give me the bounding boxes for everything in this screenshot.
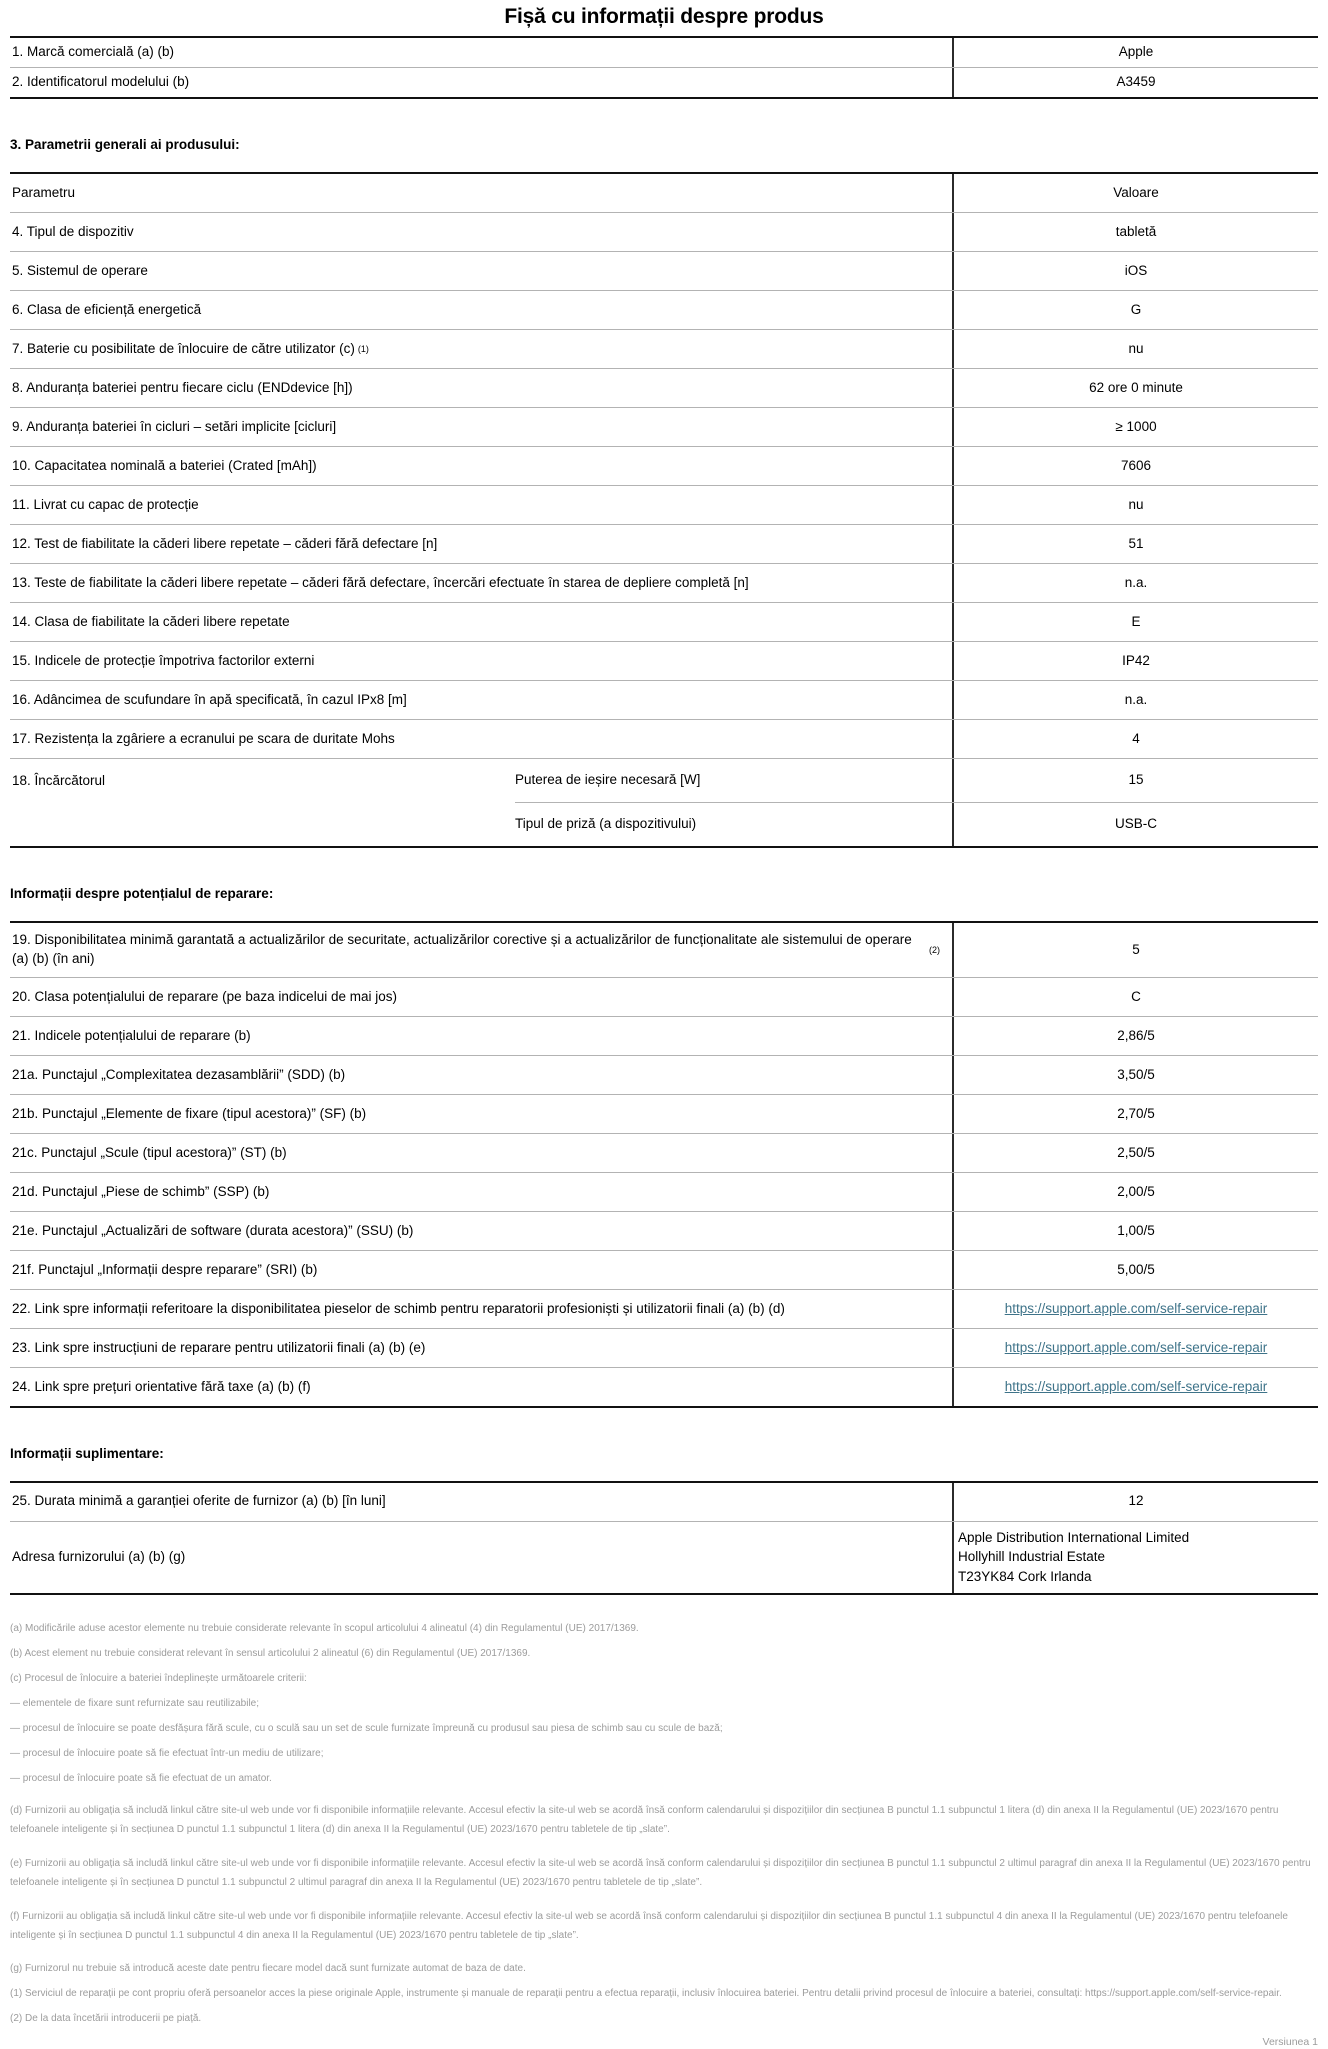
table-row-reliability-class <box>10 603 1318 642</box>
row-label: 6. Clasa de eficiență energetică <box>10 291 954 329</box>
footnote-c-item: — elementele de fixare sunt refurnizate sau reutilizabile; <box>10 1697 260 1709</box>
row-label: 10. Capacitatea nominală a bateriei (Crated [mAh]) <box>10 447 954 485</box>
row-label: 24. Link spre prețuri orientative fără taxe (a) (b) (f) <box>10 1368 954 1406</box>
table-row-score-sri <box>10 1251 1318 1290</box>
product-information-sheet <box>10 2 1318 2049</box>
row-value: C <box>1131 988 1141 1004</box>
address-line: Apple Distribution International Limited <box>958 1529 1190 1545</box>
row-label: 14. Clasa de fiabilitate la căderi libere repetate <box>10 603 954 641</box>
subrow-value: 15 <box>1128 772 1144 788</box>
row-value: 2,70/5 <box>1117 1105 1155 1121</box>
footnote-1: (1) Serviciul de reparații pe cont propriu oferă persoanelor acces la piese originale Apple, instrumente și manuale de reparații pentru a efectua reparații, inclusiv înlocuirea bateriei. Pentru detalii privind procesul de înlocuire a bateriei, consultați: https://support.apple.com/self-service-repair. <box>10 1987 1282 1999</box>
table-row-battery-cycles <box>10 408 1318 447</box>
row-label: 21. Indicele potențialului de reparare (b) <box>10 1017 954 1055</box>
table-row-score-sf <box>10 1095 1318 1134</box>
table-row-score-sdd <box>10 1056 1318 1095</box>
table-row-indicative-prices-link <box>10 1368 1318 1406</box>
section-heading-repair: Informații despre potențialul de reparare: <box>10 886 274 902</box>
row-value: G <box>1130 301 1142 317</box>
table-row-battery-capacity <box>10 447 1318 486</box>
additional-info-table <box>10 1481 1318 1595</box>
footnote-c-item: — procesul de înlocuire poate să fie efectuat de un amator. <box>10 1772 272 1784</box>
row-value: 2,50/5 <box>1117 1144 1155 1160</box>
footnotes-section <box>10 1621 1318 2028</box>
table-row-repair-instructions-link <box>10 1329 1318 1368</box>
table-row-update-availability <box>10 923 1318 978</box>
row-label: 19. Disponibilitatea minimă garantată a actualizărilor de securitate, actualizărilor corective și a actualizărilor de funcționalitate ale sistemului de operare (a) (b) (în ani) (2) <box>10 923 954 977</box>
row-label: 21f. Punctajul „Informații despre reparare” (SRI) (b) <box>10 1251 954 1289</box>
row-value <box>954 1290 1318 1328</box>
row-label: 11. Livrat cu capac de protecție <box>10 486 954 524</box>
charger-subrow-power <box>515 759 1318 803</box>
subrow-label: Puterea de ieșire necesară [W] <box>515 759 954 802</box>
address-line: T23YK84 Cork Irlanda <box>958 1568 1092 1584</box>
table-row-repair-index <box>10 1017 1318 1056</box>
charger-subrow-plug-type <box>515 803 1318 846</box>
row-value: E <box>1131 613 1141 629</box>
table-row-warranty <box>10 1483 1318 1522</box>
table-row-battery-replaceable <box>10 330 1318 369</box>
footnote-d: (d) Furnizorii au obligația să includă linkul către site-ul web unde vor fi disponibile informațiile relevante. Accesul efectiv la site-ul web se acordă însă conform calendarului și dispozițiilor din secțiunea B punctul 1.1 subpunctul 1 litera (d) din anexa II la Regulamentul (UE) 2023/1670 pentru telefoanele inteligente și în secțiunea D punctul 1.1 subpunctul 1 litera (d) din anexa II la Regulamentul (UE) 2023/1670 pentru tabletele de tip „slate”. <box>10 1804 1279 1835</box>
footnote-a: (a) Modificările aduse acestor elemente nu trebuie considerate relevante în scopul articolului 4 alineatul (4) din Regulamentul (UE) 2017/1369. <box>10 1622 639 1634</box>
row-label: Adresa furnizorului (a) (b) (g) <box>10 1522 954 1593</box>
footnote-b: (b) Acest element nu trebuie considerat relevant în sensul articolului 2 alineatul (6) din Regulamentul (UE) 2017/1369. <box>10 1647 531 1659</box>
table-row-score-st <box>10 1134 1318 1173</box>
row-label: 8. Anduranța bateriei pentru fiecare ciclu (ENDdevice [h]) <box>10 369 954 407</box>
row-value: 51 <box>1128 535 1144 551</box>
row-value: 7606 <box>1120 457 1152 473</box>
row-value: 5,00/5 <box>1117 1261 1155 1277</box>
row-value: 2,86/5 <box>1117 1027 1155 1043</box>
row-label: 1. Marcă comercială (a) (b) <box>10 38 954 67</box>
row-value: 62 ore 0 minute <box>1089 379 1183 395</box>
row-value: n.a. <box>1124 691 1148 707</box>
row-label: 21b. Punctajul „Elemente de fixare (tipul acestora)” (SF) (b) <box>10 1095 954 1133</box>
row-label: 25. Durata minimă a garanției oferite de furnizor (a) (b) [în luni] <box>10 1483 954 1521</box>
repair-table <box>10 921 1318 1408</box>
row-value: nu <box>1128 496 1144 512</box>
row-value: nu <box>1128 340 1144 356</box>
row-label: 2. Identificatorul modelului (b) <box>10 68 954 97</box>
row-value <box>954 1329 1318 1367</box>
table-row-protective-cover <box>10 486 1318 525</box>
table-row-immersion-depth <box>10 681 1318 720</box>
table-row-os <box>10 252 1318 291</box>
table-row-energy-class <box>10 291 1318 330</box>
self-service-repair-link[interactable]: https://support.apple.com/self-service-repair <box>1004 1300 1268 1316</box>
subrow-value: USB-C <box>1114 816 1157 832</box>
table-row-battery-endurance-cycle <box>10 369 1318 408</box>
row-value: n.a. <box>1124 574 1148 590</box>
row-label: 21d. Punctajul „Piese de schimb” (SSP) (b) <box>10 1173 954 1211</box>
table-header-row <box>10 174 1318 213</box>
identification-table <box>10 36 1318 99</box>
row-label: 13. Teste de fiabilitate la căderi libere repetate – căderi fără defectare, încercări efectuate în starea de depliere completă [n] <box>10 564 954 602</box>
row-value: iOS <box>1124 262 1148 278</box>
row-label: 7. Baterie cu posibilitate de înlocuire de către utilizator (c) (1) <box>10 330 954 368</box>
general-parameters-table <box>10 172 1318 848</box>
row-value: ≥ 1000 <box>1115 418 1157 434</box>
row-label: 20. Clasa potențialului de reparare (pe baza indicelui de mai jos) <box>10 978 954 1016</box>
table-row-score-ssp <box>10 1173 1318 1212</box>
footnote-e: (e) Furnizorii au obligația să includă linkul către site-ul web unde vor fi disponibile informațiile relevante. Accesul efectiv la site-ul web se acordă însă conform calendarului și dispozițiilor din secțiunea B punctul 1.1 subpunctul 2 ultimul paragraf din anexa II la Regulamentul (UE) 2023/1670 pentru telefoanele inteligente și în secțiunea D punctul 1.1 subpunctul 2 ultimul paragraf din anexa II la Regulamentul (UE) 2023/1670 pentru tabletele de tip „slate”. <box>10 1857 1311 1888</box>
table-row-device-type <box>10 213 1318 252</box>
row-label: 15. Indicele de protecție împotriva factorilor externi <box>10 642 954 680</box>
subrow-label: Tipul de priză (a dispozitivului) <box>515 803 954 846</box>
footnote-f: (f) Furnizorii au obligația să includă linkul către site-ul web unde vor fi disponibile informațiile relevante. Accesul efectiv la site-ul web se acordă însă conform calendarului și dispozițiilor din secțiunea B punctul 1.1 subpunctul 4 din anexa II la Regulamentul (UE) 2023/1670 pentru telefoanele inteligente și în secțiunea D punctul 1.1 subpunctul 4 din anexa II la Regulamentul (UE) 2023/1670 pentru tabletele de tip „slate”. <box>10 1910 1288 1941</box>
self-service-repair-link[interactable]: https://support.apple.com/self-service-repair <box>1004 1339 1268 1355</box>
table-row-repair-class <box>10 978 1318 1017</box>
row-value: 3,50/5 <box>1117 1066 1155 1082</box>
table-row-free-fall-test <box>10 525 1318 564</box>
row-label: 5. Sistemul de operare <box>10 252 954 290</box>
table-row-spare-parts-link <box>10 1290 1318 1329</box>
footnote-c: (c) Procesul de înlocuire a bateriei îndeplinește următoarele criterii: <box>10 1672 307 1684</box>
row-value: 2,00/5 <box>1117 1183 1155 1199</box>
table-row-score-ssu <box>10 1212 1318 1251</box>
column-header-parametru: Parametru <box>10 174 954 212</box>
row-value: IP42 <box>1122 652 1150 668</box>
row-value: 5 <box>1132 941 1140 957</box>
section-heading-additional: Informații suplimentare: <box>10 1445 164 1461</box>
table-row-free-fall-unfolded <box>10 564 1318 603</box>
row-value: 4 <box>1132 730 1140 746</box>
supplier-address <box>954 1522 1318 1593</box>
table-row-supplier-address <box>10 1522 1318 1593</box>
row-label: 9. Anduranța bateriei în cicluri – setări implicite [cicluri] <box>10 408 954 446</box>
table-row-brand <box>10 38 1318 68</box>
row-label: 21a. Punctajul „Complexitatea dezasamblării” (SDD) (b) <box>10 1056 954 1094</box>
row-value: 1,00/5 <box>1117 1222 1155 1238</box>
section-heading-general: 3. Parametrii generali ai produsului: <box>10 137 240 153</box>
footnote-c-item: — procesul de înlocuire se poate desfășura fără scule, cu o sculă sau un set de scule furnizate împreună cu produsul sau piesa de schimb sau cu scule de bază; <box>10 1722 723 1734</box>
table-row-charger <box>10 759 1318 846</box>
row-value: tabletă <box>1115 223 1157 239</box>
row-label: 22. Link spre informații referitoare la disponibilitatea pieselor de schimb pentru reparatorii profesioniști și utilizatorii finali (a) (b) (d) <box>10 1290 954 1328</box>
self-service-repair-link[interactable]: https://support.apple.com/self-service-repair <box>1004 1378 1268 1394</box>
footnote-2: (2) De la data încetării introducerii pe piață. <box>10 2012 202 2024</box>
row-label: 17. Rezistența la zgâriere a ecranului pe scara de duritate Mohs <box>10 720 954 758</box>
row-label: 21e. Punctajul „Actualizări de software (durata acestora)” (SSU) (b) <box>10 1212 954 1250</box>
table-row-ingress-protection <box>10 642 1318 681</box>
row-label: 4. Tipul de dispozitiv <box>10 213 954 251</box>
row-label: 18. Încărcătorul <box>12 773 106 789</box>
row-label: 16. Adâncimea de scufundare în apă specificată, în cazul IPx8 [m] <box>10 681 954 719</box>
version-label: Versiunea 1 <box>1262 2035 1318 2048</box>
row-label: 23. Link spre instrucțiuni de reparare pentru utilizatorii finali (a) (b) (e) <box>10 1329 954 1367</box>
table-row-mohs-hardness <box>10 720 1318 759</box>
charger-sub-table <box>515 759 1318 846</box>
row-label: 12. Test de fiabilitate la căderi libere repetate – căderi fără defectare [n] <box>10 525 954 563</box>
row-value: A3459 <box>1116 74 1156 90</box>
row-value: Apple <box>1118 44 1154 60</box>
row-label: 21c. Punctajul „Scule (tipul acestora)” (ST) (b) <box>10 1134 954 1172</box>
row-label-text: 19. Disponibilitatea minimă garantată a actualizărilor de securitate, actualizărilor corective și a actualizărilor de funcționalitate ale sistemului de operare (a) (b) (în ani) <box>12 932 912 967</box>
row-label-text: 7. Baterie cu posibilitate de înlocuire de către utilizator (c) <box>12 340 355 356</box>
row-value <box>954 1368 1318 1406</box>
footnote-c-item: — procesul de înlocuire poate să fie efectuat într-un mediu de utilizare; <box>10 1747 324 1759</box>
row-value: 12 <box>1128 1493 1144 1509</box>
footnote-g: (g) Furnizorul nu trebuie să introducă aceste date pentru fiecare model dacă sunt furnizate automat de baza de date. <box>10 1962 526 1974</box>
page-title: Fișă cu informații despre produs <box>504 5 824 28</box>
column-header-valoare: Valoare <box>1113 184 1159 200</box>
address-line: Hollyhill Industrial Estate <box>958 1549 1106 1565</box>
table-row-model <box>10 68 1318 97</box>
